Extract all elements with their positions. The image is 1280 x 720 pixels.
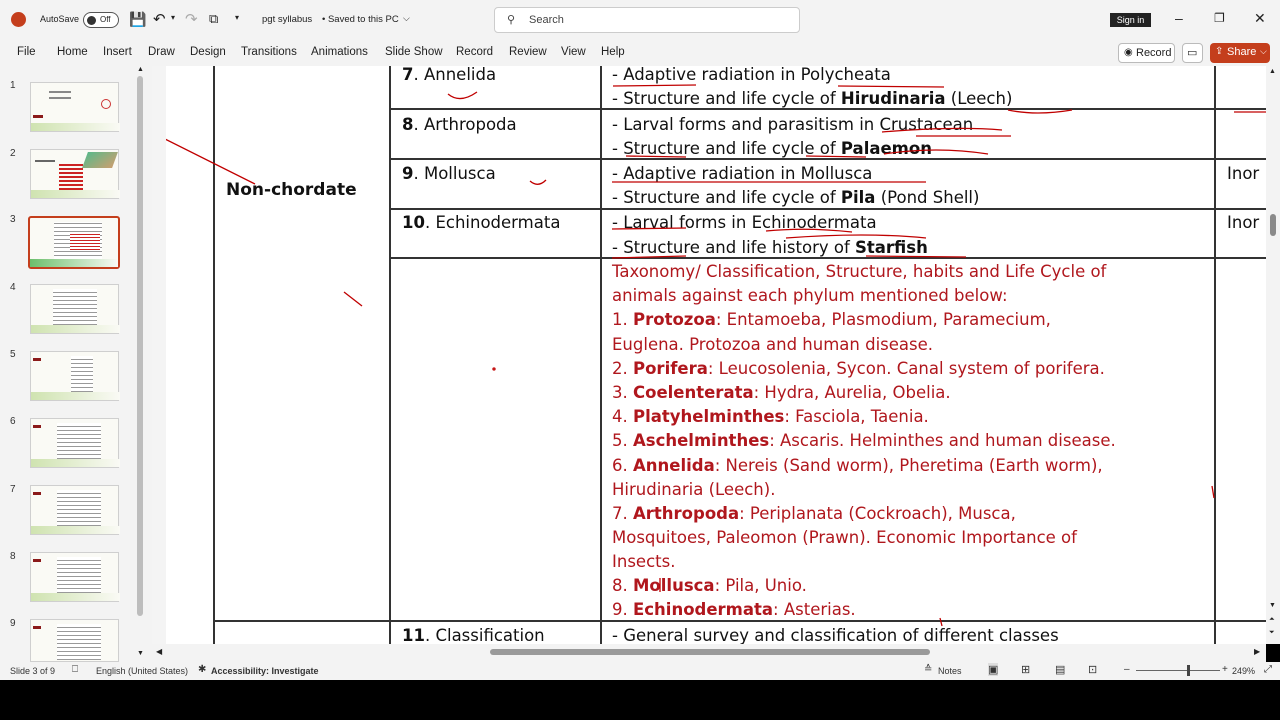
- phylum-item: 4. Platyhelminthes: Fasciola, Taenia.: [612, 407, 929, 426]
- phylum-item: 7. Arthropoda: Periplanata (Cockroach), Musca,: [612, 504, 1016, 523]
- undo-dropdown-icon[interactable]: ▾: [171, 13, 176, 22]
- undo-icon[interactable]: ↶: [153, 11, 166, 28]
- comment-icon: ▭: [1187, 47, 1198, 59]
- share-icon: ⇪: [1215, 46, 1224, 57]
- close-icon[interactable]: ✕: [1254, 10, 1266, 26]
- slide-canvas[interactable]: [166, 66, 1266, 644]
- comments-button[interactable]: [1182, 43, 1203, 63]
- minimize-icon[interactable]: –: [1175, 10, 1183, 26]
- notes-icon: ≙: [924, 664, 933, 675]
- phylum-item: 9. Echinodermata: Asterias.: [612, 600, 856, 619]
- ink-stroke: [626, 156, 686, 157]
- ink-stroke: [613, 85, 696, 86]
- ink-annotations: [166, 66, 1266, 644]
- ink-stroke: [530, 180, 546, 184]
- thumb-number: 9: [10, 618, 16, 629]
- thumb-number: 6: [10, 416, 16, 427]
- hscroll-thumb[interactable]: [490, 649, 930, 655]
- save-icon[interactable]: 💾: [129, 11, 147, 27]
- slide-thumbnail-7[interactable]: [30, 485, 119, 535]
- ribbon-tabs: [0, 40, 1280, 66]
- thumb-number: 1: [10, 80, 16, 91]
- ink-stroke: [612, 228, 686, 229]
- customize-qat-icon[interactable]: ▾: [235, 13, 240, 22]
- language[interactable]: English (United States): [96, 666, 189, 676]
- fit-slide-icon[interactable]: ⤢: [1264, 664, 1272, 675]
- doc-title[interactable]: pgt syllabus: [262, 14, 313, 25]
- tab-insert[interactable]: Insert: [103, 46, 132, 58]
- search-icon: ⚲: [507, 14, 516, 26]
- ink-stroke: [448, 92, 477, 99]
- phylum-item: 1. Protozoa: Entamoeba, Plasmodium, Paramecium,: [612, 310, 1051, 329]
- phylum-item: 6. Annelida: Nereis (Sand worm), Pheretima (Earth worm),: [612, 456, 1103, 475]
- row-topic-1: - Adaptive radiation in Mollusca: [612, 164, 873, 183]
- search-placeholder: Search: [529, 14, 564, 26]
- thumb-number: 8: [10, 551, 16, 562]
- normal-view-icon[interactable]: ▣: [988, 664, 999, 676]
- scroll-down-icon[interactable]: ▼: [1269, 602, 1276, 609]
- zoom-in-icon[interactable]: +: [1222, 664, 1228, 675]
- zoom-level[interactable]: 249%: [1232, 666, 1256, 676]
- ink-stroke: [786, 235, 926, 238]
- ink-stroke: [344, 292, 362, 306]
- status-bar: [0, 662, 1280, 680]
- row-topic-2: - Structure and life history of Starfish: [612, 238, 928, 257]
- tab-view[interactable]: View: [561, 46, 586, 58]
- spelling-icon[interactable]: ⎕: [72, 664, 78, 675]
- ink-dot: [493, 368, 495, 370]
- scroll-thumb[interactable]: [1270, 214, 1276, 236]
- zoom-out-icon[interactable]: –: [1124, 664, 1130, 675]
- scroll-up-icon[interactable]: ▲: [1269, 68, 1276, 75]
- tab-review[interactable]: Review: [509, 46, 547, 58]
- accessibility-icon: ✱: [198, 664, 207, 675]
- autosave-toggle[interactable]: [83, 12, 119, 28]
- title-bar: [0, 0, 1280, 40]
- tab-draw[interactable]: Draw: [148, 46, 175, 58]
- thumb-number: 5: [10, 349, 16, 360]
- tab-home[interactable]: Home: [57, 46, 88, 58]
- phylum-item: Mosquitoes, Paleomon (Prawn). Economic Importance of: [612, 528, 1077, 547]
- slide-indicator: Slide 3 of 9: [10, 666, 56, 676]
- slide-thumbnail-8[interactable]: [30, 552, 119, 602]
- toggle-knob: [87, 16, 96, 25]
- row-topic-1: - Larval forms and parasitism in Crustacean: [612, 115, 974, 134]
- phylum-item: 3. Coelenterata: Hydra, Aurelia, Obelia.: [612, 383, 951, 402]
- zoom-slider-thumb[interactable]: [1187, 665, 1190, 676]
- phylum-item: Insects.: [612, 552, 676, 571]
- tab-animations[interactable]: Animations: [311, 46, 368, 58]
- notes-button[interactable]: Notes: [938, 666, 962, 676]
- tab-record[interactable]: Record: [456, 46, 494, 58]
- vertical-scrollbar[interactable]: [1266, 66, 1280, 644]
- sign-in-label: Sign in: [1116, 15, 1145, 25]
- autosave-label: AutoSave: [40, 14, 80, 24]
- share-button[interactable]: [1210, 43, 1270, 63]
- slide-thumbnail-5[interactable]: [30, 351, 119, 401]
- ink-stroke: [1008, 110, 1072, 113]
- slide-thumbnail-6[interactable]: [30, 418, 119, 468]
- tab-file[interactable]: File: [17, 46, 36, 58]
- row-topic-1: - Larval forms in Echinodermata: [612, 213, 877, 232]
- slide-thumbnail-2[interactable]: [30, 149, 119, 199]
- thumb-number: 4: [10, 282, 16, 293]
- slide-thumbnail-9[interactable]: [30, 619, 119, 662]
- red-intro: Taxonomy/ Classification, Structure, habits and Life Cycle of: [612, 262, 1107, 281]
- thumb-number: 3: [10, 214, 16, 225]
- phylum-item: 8. Mollusca: Pila, Unio.: [612, 576, 807, 595]
- phylum-item: Hirudinaria (Leech).: [612, 480, 776, 499]
- ink-stroke: [612, 256, 686, 258]
- horizontal-scrollbar[interactable]: [152, 644, 1266, 662]
- ink-stroke: [866, 256, 966, 257]
- row-topic-2: - Structure and life cycle of Pila (Pond Shell): [612, 188, 980, 207]
- row-name: 11. Classification: [402, 626, 545, 644]
- slide-thumbnail-1[interactable]: [30, 82, 119, 132]
- phylum-item: 5. Aschelminthes: Ascaris. Helminthes and human disease.: [612, 431, 1116, 450]
- restore-icon[interactable]: ❐: [1214, 11, 1225, 25]
- ink-stroke: [166, 126, 255, 184]
- group-label: Non-chordate: [226, 180, 357, 200]
- thumb-scrollbar[interactable]: [137, 76, 143, 616]
- tab-design[interactable]: Design: [190, 46, 226, 58]
- row-extra-cut: Inor: [1227, 164, 1260, 183]
- present-icon[interactable]: ⧉: [209, 11, 219, 26]
- record-button[interactable]: [1118, 43, 1175, 63]
- slide-thumbnail-pane: [0, 66, 152, 662]
- tab-help[interactable]: Help: [601, 46, 625, 58]
- record-icon: ◉: [1124, 47, 1133, 58]
- ink-stroke: [806, 156, 866, 157]
- thumb-number: 7: [10, 484, 16, 495]
- slide-sorter-icon[interactable]: ⊞: [1021, 664, 1031, 676]
- ink-stroke: [766, 229, 852, 232]
- ink-stroke: [1212, 486, 1214, 498]
- scroll-left-icon[interactable]: ◀: [156, 647, 163, 656]
- sign-in-button[interactable]: [1110, 13, 1151, 27]
- phylum-item: Euglena. Protozoa and human disease.: [612, 335, 934, 354]
- ink-stroke: [838, 86, 944, 87]
- row-topic-2: - Structure and life cycle of Hirudinaria (Leech): [612, 89, 1013, 108]
- tab-slide-show[interactable]: Slide Show: [385, 46, 443, 58]
- share-label: Share: [1227, 46, 1257, 58]
- ink-stroke: [884, 150, 988, 154]
- row-name: 7. Annelida: [402, 66, 497, 84]
- search-box[interactable]: [494, 7, 800, 33]
- slide-editor: [152, 66, 1266, 644]
- tab-transitions[interactable]: Transitions: [241, 46, 297, 58]
- scroll-right-icon[interactable]: ▶: [1254, 647, 1261, 656]
- ink-stroke: [882, 128, 1002, 132]
- row-name: 9. Mollusca: [402, 164, 496, 183]
- prev-slide-icon[interactable]: ⏶: [1269, 616, 1275, 623]
- zoom-slider[interactable]: [1136, 670, 1220, 671]
- row-name: 10. Echinodermata: [402, 213, 561, 232]
- row-name: 8. Arthropoda: [402, 115, 517, 134]
- slide-thumbnail-3-selected[interactable]: [28, 216, 120, 269]
- scroll-down-icon[interactable]: ▼: [137, 650, 144, 657]
- record-label: Record: [1136, 47, 1172, 59]
- accessibility-status[interactable]: Accessibility: Investigate: [211, 666, 319, 676]
- powerpoint-logo-icon: [11, 12, 26, 27]
- scroll-up-icon[interactable]: ▲: [137, 66, 144, 73]
- next-slide-icon[interactable]: ⏷: [1269, 629, 1275, 636]
- share-dropdown-icon: ⌵: [1260, 46, 1267, 56]
- row-topic-1: - Adaptive radiation in Polycheata: [612, 66, 891, 84]
- reading-view-icon[interactable]: ▤: [1055, 664, 1066, 676]
- phylum-item: 2. Porifera: Leucosolenia, Sycon. Canal system of porifera.: [612, 359, 1105, 378]
- slideshow-view-icon[interactable]: ⊡: [1088, 664, 1098, 676]
- redo-icon[interactable]: ↷: [185, 11, 198, 28]
- row-topic-1: - General survey and classification of different classes: [612, 626, 1059, 644]
- row-extra-cut: Inor: [1227, 213, 1260, 232]
- toggle-label: Off: [100, 15, 111, 24]
- red-intro: animals against each phylum mentioned below:: [612, 286, 1008, 305]
- ink-stroke: [940, 618, 942, 626]
- save-status[interactable]: • Saved to this PC: [322, 14, 399, 25]
- row-topic-2: - Structure and life cycle of Palaemon: [612, 139, 932, 158]
- slide-thumbnail-4[interactable]: [30, 284, 119, 334]
- thumb-number: 2: [10, 148, 16, 159]
- doc-menu-chevron-icon[interactable]: ⌵: [403, 13, 410, 23]
